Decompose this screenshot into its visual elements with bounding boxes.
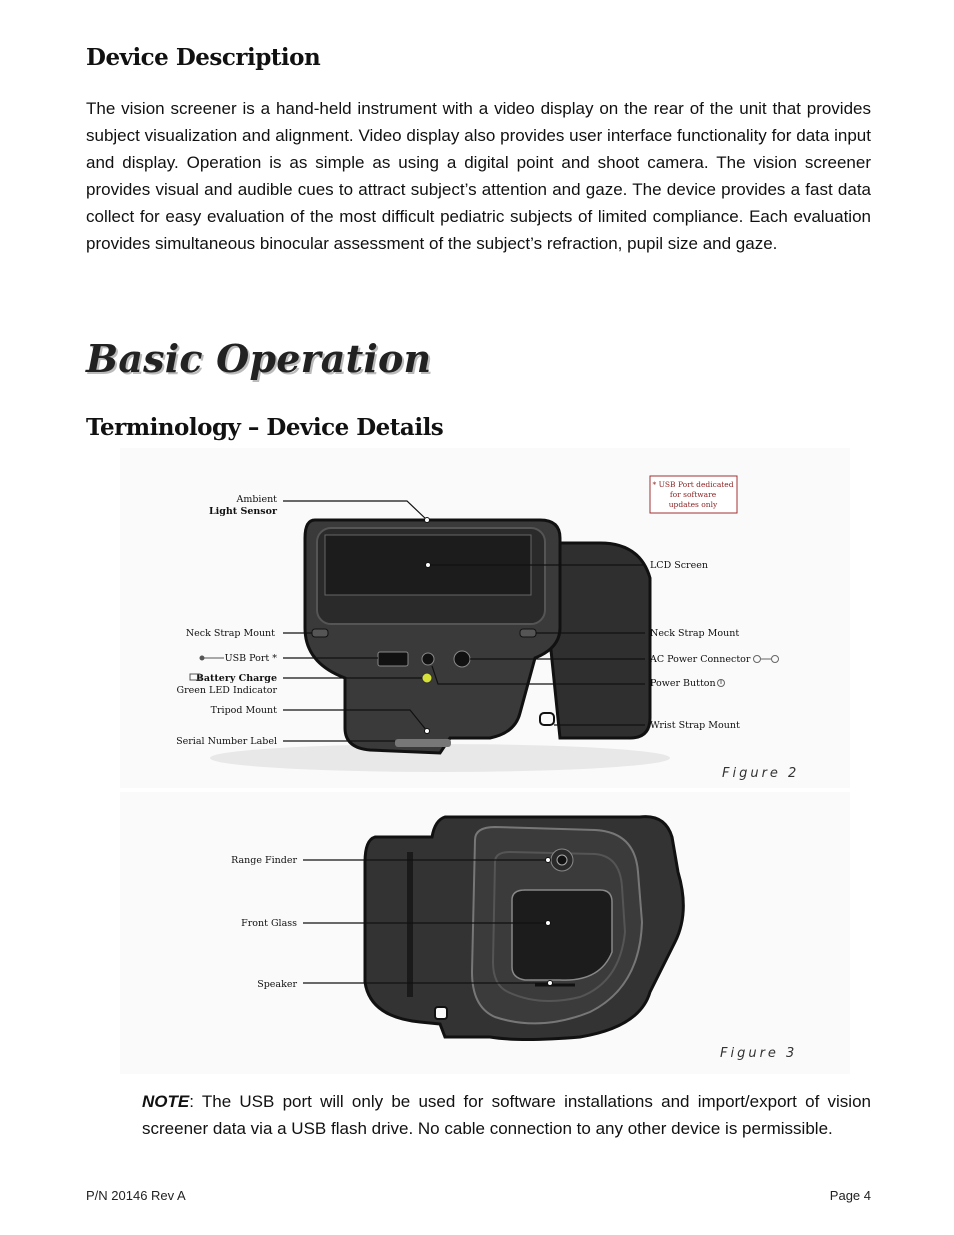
- device-front-illustration: [120, 792, 850, 1074]
- label-front-glass: Front Glass: [241, 918, 297, 929]
- label-usb-port: USB Port *: [224, 653, 277, 664]
- label-battery-line-1: Battery Charge: [195, 673, 277, 684]
- label-tripod-mount: Tripod Mount: [210, 705, 277, 716]
- note-label: NOTE: [142, 1092, 190, 1111]
- footer-part-number: P/N 20146 Rev A: [86, 1188, 186, 1203]
- label-ambient-line-1: Ambient: [236, 494, 277, 505]
- label-power-button: Power Button: [650, 678, 716, 689]
- usb-symbol-icon: [200, 656, 224, 660]
- device-rear-illustration: [120, 448, 850, 788]
- figure-3: [120, 792, 850, 1074]
- device-description-heading: Device Description: [86, 44, 321, 71]
- usb-note-line-1: * USB Port dedicated: [652, 480, 734, 489]
- footer-page-number: Page 4: [829, 1188, 871, 1203]
- power-symbol-icon: [718, 680, 725, 687]
- figure-2: [120, 448, 850, 788]
- label-neck-strap-left: Neck Strap Mount: [185, 628, 275, 639]
- figure-2-caption: Figure 2: [722, 766, 800, 781]
- label-speaker: Speaker: [257, 979, 297, 990]
- note-paragraph: [142, 1088, 871, 1142]
- label-neck-strap-right: Neck Strap Mount: [650, 628, 740, 639]
- label-battery-line-2: Green LED Indicator: [176, 685, 277, 696]
- device-description-paragraph: The vision screener is a hand-held instrument with a video display on the rear of the unit that provides subject visualization and alignment. Video display also provides user interface functionality for data input and display. Operation is as simple as using a digital point and shoot camera. The vision screener provides visual and audible cues to attract subject’s attention and gaze. The device provides a fast data collect for easy evaluation of the most difficult pediatric subjects of limited compliance. Each evaluation provides simultaneous binocular assessment of the subject’s refraction, pupil size and gaze.: [86, 99, 871, 253]
- basic-operation-heading: Basic Operation: [86, 336, 432, 381]
- label-ac-power: AC Power Connector: [650, 654, 751, 665]
- label-lcd-screen: LCD Screen: [650, 560, 708, 571]
- label-range-finder: Range Finder: [231, 855, 297, 866]
- ac-power-symbol-icon: [754, 656, 779, 663]
- label-serial-number: Serial Number Label: [176, 736, 277, 747]
- usb-note-line-3: updates only: [668, 500, 718, 509]
- terminology-heading: Terminology – Device Details: [86, 414, 444, 441]
- usb-note-line-2: for software: [669, 490, 717, 499]
- figure-3-caption: Figure 3: [720, 1046, 798, 1061]
- label-wrist-strap: Wrist Strap Mount: [650, 720, 740, 731]
- note-text: : The USB port will only be used for software installations and import/export of vision screener data via a USB flash drive. No cable connection to any other device is permissible.: [142, 1092, 871, 1138]
- label-ambient-line-2: Light Sensor: [208, 506, 277, 517]
